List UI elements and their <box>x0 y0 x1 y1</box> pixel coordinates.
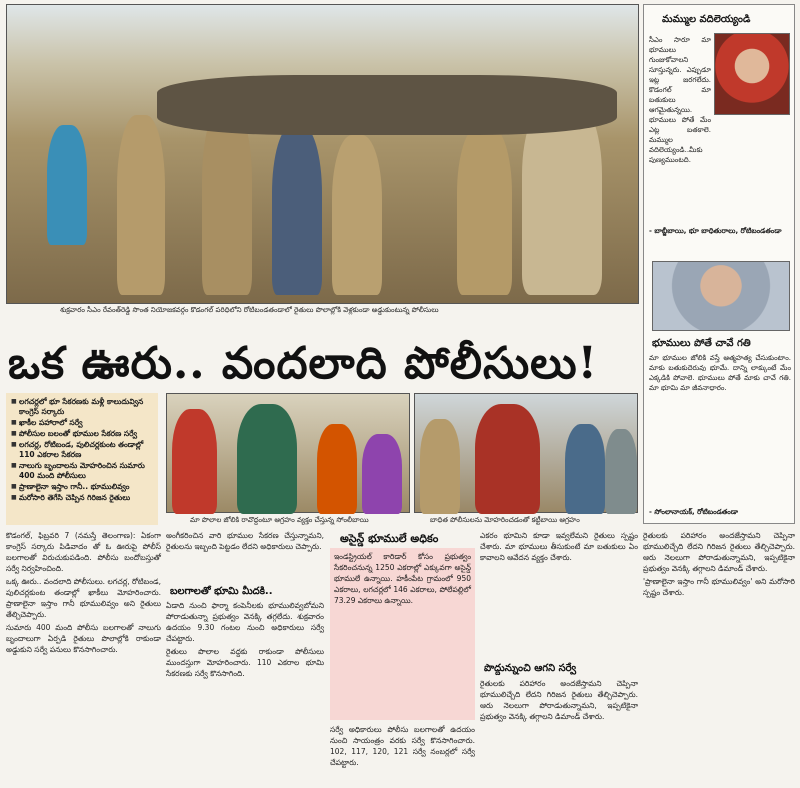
section-subhead: బలగాలతో భూమి మీదకి.. <box>170 586 273 597</box>
article-column-3-body <box>480 678 638 784</box>
main-photo <box>6 4 639 304</box>
key-point: ■ నాలుగు బృందాలను మోహరించిన సుమారు 400 మంది పోలీసులు <box>11 461 153 481</box>
sidebar-title-1: మమ్ముల వదిలెయ్యండి <box>662 14 751 25</box>
paragraph: కొడంగల్, ఫిబ్రవరి 7 (నమస్తే తెలంగాణ): ఏకంగా కాంగ్రెస్ సర్కారు పిడివాదం తో ఓ ఊరుపై పోలీస్ బలగాలతో విరుచుకుపడింది. పోలీసు బందోబస్తుతో సర్వే నిర్వహించింది. <box>6 531 161 573</box>
article-column-4 <box>643 530 795 784</box>
villager-figure <box>47 125 87 245</box>
article-column-3 <box>480 530 638 660</box>
paragraph: రైతులకు పరిహారం అందజేస్తామని చెప్పినా భూములిచ్చేది లేదని గిరిజన రైతులు తేల్చిచెప్పారు. ఆరు నెలలుగా పోరాడుతున్నామని, ఇప్పటికైనా ప్రభుత్వం వెనక్కి తగ్గాలని డిమాండ్ చేశారు. <box>480 679 638 721</box>
highlight-text: ఇండస్ట్రియల్ కారిడార్ కోసం ప్రభుత్వం సేకరించనున్న 1250 ఎకరాల్లో ఎక్కువగా అసైన్డ్ భూములే ఉన్నాయి. హకీంపేట గ్రామంలో 950 ఎకరాలు, లగచర్లలో 146 ఎకరాలు, పోలేపల్లిలో 73.29 ఎకరాలు ఉన్నాయి. <box>334 552 471 605</box>
sidebar-box <box>643 4 795 524</box>
article-column-2-tail <box>330 724 475 784</box>
woman-figure <box>172 409 217 514</box>
paragraph: రైతులకు పరిహారం అందజేస్తామని చెప్పినా భూములిచ్చేది లేదని గిరిజన రైతులు తేల్చిచెప్పారు. ఆరు నెలలుగా పోరాడుతున్నామని, ఇప్పటికైనా ప్రభుత్వం వెనక్కి తగ్గాలని డిమాండ్ చేశారు. <box>643 531 795 573</box>
sidebar-text-1-cont <box>649 117 791 219</box>
key-point: ■ పోలీసుల బలంతో భూముల సేకరణ సర్వే <box>11 429 153 439</box>
highlight-title: అసైన్డ్ భూములే అధికం <box>340 532 439 545</box>
key-point: ■ లగచర్ల, రోటిబండ, పులిచర్లకుంట తండాల్లో 110 ఎకరాల సేకరణ <box>11 440 153 460</box>
key-point: ■ ఖాకీల పహారాలో సర్వే <box>11 418 153 428</box>
paragraph: ఒక్క ఊరు.. వందలాది పోలీసులు. లగచర్ల, రోటిబండ, పులిచర్లకుంట తండాల్లో ఖాకీలు మోహరించారు. ప్రాణాలైనా ఇస్తాం గానీ భూములివ్వం అని రైతులు తేల్చిచెప్పారు. <box>6 577 161 619</box>
sidebar-byline-1: - బాబ్జీబాయి, భూ బాధితురాలు, రోటిబండతండా <box>649 227 782 235</box>
sidebar-text-2: మా భూముల జోలికి వస్తే ఆత్మహత్య చేసుకుంటాం. మాకు బతుకుదెరువు భూమే. దాన్ని లాక్కుంటే మేం ఎక్కడికి పోవాలె. భూములు పోతే మాకు చావే గతి. మా భూమి మా జీవనాధారం. <box>649 354 791 392</box>
paragraph: ఎకరం భూమిని కూడా ఇవ్వలేమని రైతులు స్పష్టం చేశారు. మా భూములు తీసుకుంటే మా బతుకులు ఏం కావాలని ఆవేదన వ్యక్తం చేశారు. <box>480 531 638 562</box>
woman-figure <box>317 424 357 514</box>
headline: ఒక ఊరు.. వందలాది పోలీసులు! <box>8 338 598 389</box>
right-mid-photo <box>414 393 638 513</box>
section-subhead: పొద్దున్నుంచి ఆగని సర్వే <box>484 663 577 674</box>
key-point: ■ మరోసారి తెగేసి చెప్పిన గిరిజన రైతులు <box>11 493 153 503</box>
article-column-2-body <box>166 600 324 784</box>
key-points-box <box>6 393 158 525</box>
right-mid-caption: బాధిత పోలీసులను మోహరించడంతో కట్టీబాయి ఆగ్రహం <box>430 516 580 524</box>
article-column-2 <box>166 530 324 580</box>
paragraph: సర్వే అధికారులు పోలీసు బలగాలతో ఉదయం నుంచి సాయంత్రం వరకు సర్వే కొనసాగించారు. 102, 117, 120, 121 సర్వే నంబర్లలో సర్వే చేపట్టారు. <box>330 725 475 767</box>
sidebar-byline-2: - సోంలానాయక్, రోటిబండతండా <box>649 508 738 516</box>
article-column-1 <box>6 530 161 784</box>
paragraph: 'ప్రాణాలైనా ఇస్తాం గానీ భూములివ్వం' అని మరోసారి స్పష్టం చేశారు. <box>643 577 795 597</box>
villager-figure <box>565 424 605 514</box>
woman-figure <box>362 434 402 514</box>
portrait-photo-1 <box>714 33 790 115</box>
woman-figure <box>237 404 297 514</box>
main-photo-caption: శుక్రవారం సీఎం రేవంత్‌రెడ్డి సొంత నియోజకవర్గం కొడంగల్ పరిధిలోని రోటిబండతండాలో రైతులు పొలాల్లోకి వెళ్లకుండా అడ్డుకుంటున్న పోలీసులు <box>60 306 439 314</box>
police-figure <box>117 115 165 295</box>
crowd <box>157 75 617 135</box>
sidebar-title-2: భూములు పోతే చావే గతి <box>652 338 751 349</box>
sidebar-text-1: సీఎం సారూ మా భూములు గుంజుకోవాలని సూస్తున్నరు. ఎప్పుడూ ఇట్ల జరగలేదు. కొడంగల్ మా బతుకులు ఆగమైతున్నయి. భూములు పోతే మేం ఎట్ల బతకాలె. మమ్ముల వదిలెయ్యండి..మీకు పుణ్యముంటది. <box>649 36 711 164</box>
villager-figure <box>272 125 322 295</box>
woman-figure <box>475 404 540 514</box>
left-mid-caption: మా పొలాల జోలికి రావొద్దంటూ ఆగ్రహం వ్యక్తం చేస్తున్న సోంలీబాయి <box>190 516 369 524</box>
police-figure <box>332 135 382 295</box>
paragraph: సుమారు 400 మంది పోలీసు బలగాలతో నాలుగు బృందాలుగా ఏర్పడి రైతులు పొలాల్లోకి రాకుండా అడ్డుకుని సర్వే పనులు కొనసాగించారు. <box>6 623 161 654</box>
highlight-box <box>330 548 475 720</box>
paragraph: ఏడాది నుంచి ఫార్మా కంపెనీలకు భూములివ్వబోమని పోరాడుతున్నా ప్రభుత్వం వెనక్కి తగ్గలేదు. శుక్రవారం ఉదయం 9.30 గంటల నుంచి అధికారులు సర్వే చేపట్టారు. <box>166 601 324 643</box>
left-mid-photo <box>166 393 410 513</box>
key-point: ■ ప్రాణాలైనా ఇస్తాం గానీ.. భూములివ్వం <box>11 482 153 492</box>
paragraph: అంగీకరించిన వారి భూముల సేకరణ చేస్తున్నామని, రైతులను ఇబ్బంది పెట్టడం లేదని అధికారులు చెప్పారు. <box>166 531 324 551</box>
key-point: ■ లగచర్లలో భూ సేకరణకు మళ్లీ కాలుదువ్విన కాంగ్రెస్ సర్కారు <box>11 397 153 417</box>
villager-figure <box>605 429 637 514</box>
police-figure <box>457 125 512 295</box>
portrait-photo-2 <box>652 261 790 331</box>
police-figure <box>420 419 460 514</box>
paragraph: రైతులు పొలాల వద్దకు రాకుండా పోలీసులు ముందస్తుగా మోహరించారు. 110 ఎకరాల భూమి సేకరణకు సర్వే కొనసాగింది. <box>166 647 324 678</box>
